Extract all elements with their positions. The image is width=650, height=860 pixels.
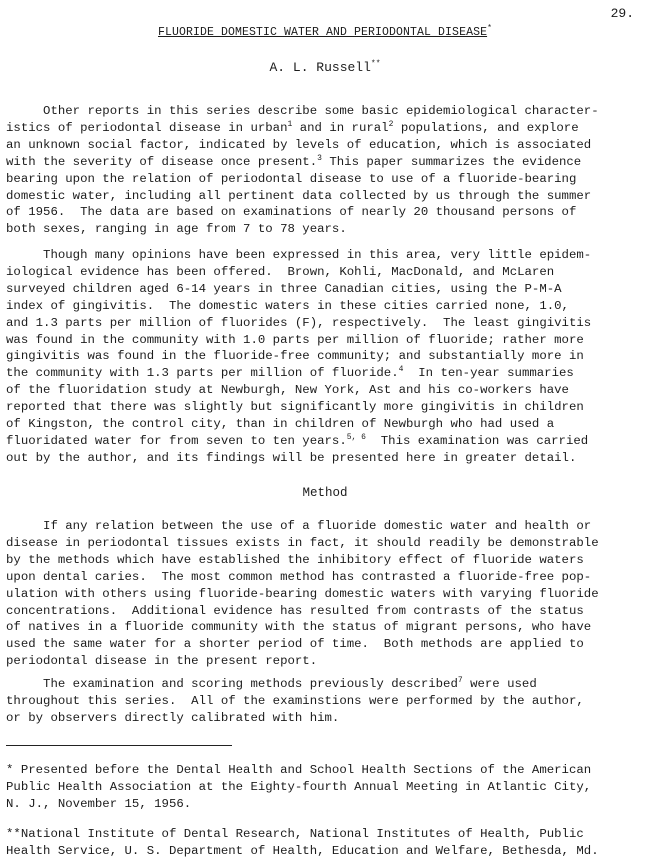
text-line: out by the author, and its findings will be presented here in greater detail. xyxy=(6,450,577,465)
citation-mark: 2 xyxy=(388,119,394,129)
text-line: of natives in a fluoride community with the status of migrant persons, who have xyxy=(6,620,592,635)
author-footnote-mark: ** xyxy=(370,59,381,69)
text-line: were used xyxy=(462,677,537,691)
text-line: Health Service, U. S. Department of Health, Education and Welfare, Bethesda, Md. xyxy=(6,843,599,858)
footnote-affiliation xyxy=(6,826,646,860)
text-line: of Kingston, the control city, than in children of Newburgh who had used a xyxy=(6,417,555,432)
author-name xyxy=(0,60,650,75)
text-line: bearing upon the relation of periodontal disease to use of a fluoride-bearing xyxy=(6,171,577,186)
text-line: Though many opinions have been expressed in this area, very little epidem- xyxy=(6,248,592,262)
text-line: This paper summarizes the evidence xyxy=(321,154,582,169)
text-line: * Presented before the Dental Health and School Health Sections of the American xyxy=(6,763,592,777)
text-line: istics of periodontal disease in urban xyxy=(6,120,288,135)
text-line: an unknown social factor, indicated by levels of education, which is associated xyxy=(6,137,592,152)
text-line: of 1956. The data are based on examinations of nearly 20 thousand persons of xyxy=(6,205,577,220)
text-line: surveyed children aged 6-14 years in three Canadian cities, using the P-M-A xyxy=(6,281,562,296)
footnote-divider xyxy=(6,745,232,746)
text-line: was found in the community with 1.0 parts per million of fluoride; rather more xyxy=(6,332,584,347)
text-line: iological evidence has been offered. Brown, Kohli, MacDonald, and McLaren xyxy=(6,264,555,279)
text-line: If any relation between the use of a fluoride domestic water and health or xyxy=(6,519,592,533)
text-line: upon dental caries. The most common method has contrasted a fluoride-free pop- xyxy=(6,569,592,584)
text-line: This examination was carried xyxy=(365,433,589,448)
text-line: and 1.3 parts per million of fluorides (F), respectively. The least gingivitis xyxy=(6,315,592,330)
paragraph-examination xyxy=(6,676,646,727)
citation-mark: 3 xyxy=(317,153,322,163)
text-line: concentrations. Additional evidence has resulted from contrasts of the status xyxy=(6,603,584,618)
section-heading-method: Method xyxy=(302,486,348,500)
title-footnote-mark: * xyxy=(487,24,492,34)
text-line: both sexes, ranging in age from 7 to 78 years. xyxy=(6,222,347,237)
paragraph-prior-evidence xyxy=(6,247,646,467)
text-line: of the fluoridation study at Newburgh, New York, Ast and his co-workers have xyxy=(6,383,569,398)
text-line: with the severity of disease once present. xyxy=(6,154,318,169)
citation-mark: 4 xyxy=(398,365,404,375)
text-line: index of gingivitis. The domestic waters in these cities carried none, 1.0, xyxy=(6,298,569,313)
text-line: The examination and scoring methods previously described xyxy=(6,677,458,691)
title-text: FLUORIDE DOMESTIC WATER AND PERIODONTAL DISEASE xyxy=(158,26,488,39)
text-line: gingivitis was found in the fluoride-free community; and substantially more in xyxy=(6,349,584,364)
author-text: A. L. Russell xyxy=(269,60,371,75)
text-line: N. J., November 15, 1956. xyxy=(6,796,192,811)
text-line: ulation with others using fluoride-bearing domestic waters with varying fluoride xyxy=(6,586,599,601)
citation-mark: 7 xyxy=(457,675,463,685)
text-line: Public Health Association at the Eighty-fourth Annual Meeting in Atlantic City, xyxy=(6,779,592,794)
document-title xyxy=(0,26,650,39)
text-line: domestic water, including all pertinent data collected by us through the summer xyxy=(6,188,592,203)
text-line: reported that there was slightly but significantly more gingivitis in children xyxy=(6,400,584,415)
page-number: 29. xyxy=(610,6,634,21)
footnote-presented xyxy=(6,762,646,813)
paragraph-method xyxy=(6,518,646,670)
text-line: disease in periodontal tissues exists in fact, it should readily be demonstrable xyxy=(6,535,599,550)
text-line: **National Institute of Dental Research, National Institutes of Health, Public xyxy=(6,827,584,841)
text-line: the community with 1.3 parts per million of fluoride. xyxy=(6,366,399,381)
text-line: populations, and explore xyxy=(393,120,579,135)
text-line: throughout this series. All of the examinstions were performed by the author, xyxy=(6,693,584,708)
text-line: or by observers directly calibrated with him. xyxy=(6,710,340,725)
text-line: and in rural xyxy=(292,120,389,135)
paragraph-intro xyxy=(6,103,646,238)
text-line: In ten-year summaries xyxy=(403,366,574,381)
text-line: by the methods which have established the inhibitory effect of fluoride waters xyxy=(6,552,584,567)
text-line: fluoridated water for from seven to ten years. xyxy=(6,433,347,448)
text-line: Other reports in this series describe some basic epidemiological character- xyxy=(6,104,599,118)
citation-mark: 5, 6 xyxy=(346,432,366,442)
text-line: periodontal disease in the present report. xyxy=(6,654,318,669)
text-line: used the same water for a shorter period of time. Both methods are applied to xyxy=(6,637,584,652)
citation-mark: 1 xyxy=(287,119,293,129)
